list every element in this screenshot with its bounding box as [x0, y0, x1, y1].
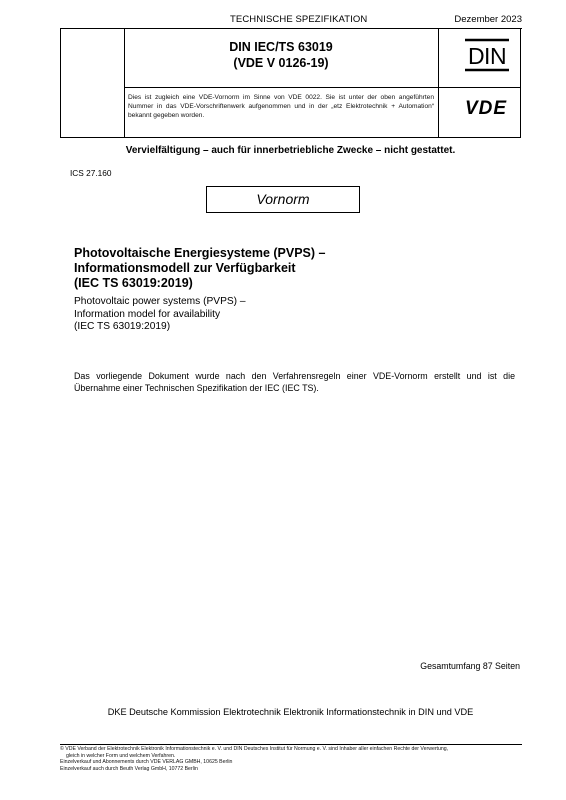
din-logo-text: DIN [467, 43, 507, 69]
publisher-line: DKE Deutsche Kommission Elektrotechnik Elektronik Informationstechnik in DIN und VDE [107, 707, 474, 717]
document-type: TECHNISCHE SPEZIFIKATION [230, 14, 368, 25]
footer [60, 746, 530, 772]
vde-logo [453, 96, 519, 118]
status-box: Vornorm [206, 186, 360, 213]
header-divider-middle [124, 87, 521, 88]
vde-logo-text: VDE [464, 98, 508, 118]
vde-number: (VDE V 0126-19) [233, 56, 329, 70]
header-divider-right [438, 28, 439, 138]
page-count: Gesamtumfang 87 Seiten [420, 661, 520, 671]
title-german-line: Photovoltaische Energiesysteme (PVPS) – [74, 246, 326, 260]
footer-line: Einzelverkauf und Abonnements durch VDE VERLAG GMBH, 10625 Berlin [60, 759, 233, 766]
vde-note: Dies ist zugleich eine VDE-Vornorm im Sinne von VDE 0022. Sie ist unter der oben angeführten Nummer in das VDE-Vorschriftenwerk aufgenommen und in der „etz Elektrotechnik + Automation“ bekannt gegeben worden. [128, 94, 434, 119]
copy-notice: Vervielfältigung – auch für innerbetriebliche Zwecke – nicht gestattet. [125, 145, 456, 156]
title-english [74, 296, 454, 334]
title-german-line: Informationsmodell zur Verfügbarkeit [74, 261, 296, 275]
title-english-line: Information model for availability [74, 308, 221, 320]
ics-code: ICS 27.160 [70, 168, 112, 178]
title-german [74, 246, 454, 291]
footer-rule [60, 744, 522, 745]
footer-line: Einzelverkauf auch durch Beuth Verlag GmbH, 10772 Berlin [60, 765, 198, 772]
title-german-line: (IEC TS 63019:2019) [74, 276, 193, 290]
footer-line: gleich in welcher Form und welchem Verfahren. [66, 752, 176, 759]
title-english-line: Photovoltaic power systems (PVPS) – [74, 296, 246, 307]
procedure-note: Das vorliegende Dokument wurde nach den Verfahrensregeln einer VDE-Vornorm erstellt und ist die Übernahme einer Technischen Spezifikation der IEC (IEC TS). [74, 371, 515, 393]
din-logo [463, 38, 511, 72]
publication-date: Dezember 2023 [454, 14, 522, 25]
title-english-line: (IEC TS 63019:2019) [74, 321, 171, 332]
standard-number: DIN IEC/TS 63019 [229, 40, 333, 54]
footer-line: © VDE Verband der Elektrotechnik Elektronik Informationstechnik e. V. und DIN Deutsches Institut für Normung e. V. sind Inhaber aller einfachen Rechte der Verwertung, [60, 746, 449, 752]
